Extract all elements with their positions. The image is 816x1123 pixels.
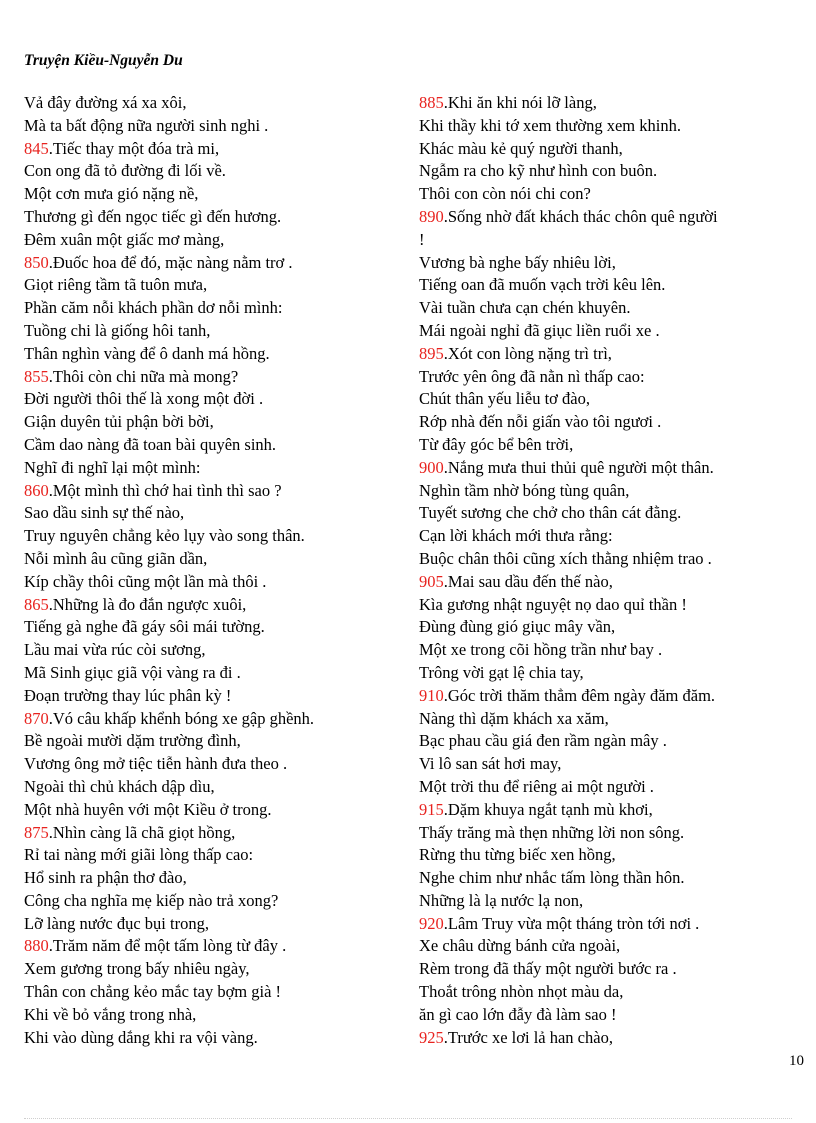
line-text: Lỡ làng nước đục bụi trong, <box>24 913 209 933</box>
line-number: 915 <box>419 799 444 819</box>
poem-line <box>24 183 404 206</box>
line-text: ăn gì cao lớn đẫy đà làm sao ! <box>419 1004 617 1024</box>
poem-line <box>419 776 794 799</box>
line-text: Mà ta bất động nữa người sinh nghi . <box>24 115 269 135</box>
poem-line <box>419 639 794 662</box>
line-text: .Tiếc thay một đóa trà mi, <box>48 138 220 158</box>
line-text: Một xe trong cõi hồng trần như bay . <box>419 640 663 660</box>
poem-line <box>24 343 404 366</box>
poem-line <box>419 183 794 206</box>
line-text: .Nhìn càng lã chã giọt hồng, <box>48 822 236 842</box>
line-number: 900 <box>419 457 444 477</box>
poem-line <box>24 890 404 913</box>
poem-line <box>24 525 404 548</box>
poem-line <box>419 685 794 708</box>
poem-line <box>24 206 404 229</box>
poem-line <box>24 274 404 297</box>
line-text: ! <box>419 229 425 249</box>
poem-line <box>24 1027 404 1050</box>
line-number: 905 <box>419 571 444 591</box>
poem-line <box>419 434 794 457</box>
line-text: Kíp chầy thôi cũng một lần mà thôi . <box>24 571 267 591</box>
poem-line <box>24 502 404 525</box>
poem-line <box>419 274 794 297</box>
poem-line <box>419 822 794 845</box>
poem-line <box>419 297 794 320</box>
poem-line <box>419 890 794 913</box>
poem-line <box>419 411 794 434</box>
line-text: Nỗi mình âu cũng giãn dần, <box>24 548 208 568</box>
poem-line <box>24 92 404 115</box>
line-text: Khi thầy khi tớ xem thường xem khinh. <box>419 115 681 135</box>
poem-line <box>24 457 404 480</box>
poem-line <box>24 115 404 138</box>
line-text: Nghìn tầm nhờ bóng tùng quân, <box>419 480 630 500</box>
line-text: Trông vời gạt lệ chia tay, <box>419 662 584 682</box>
poem-line <box>419 252 794 275</box>
poem-line <box>24 639 404 662</box>
line-text: Nghe chim như nhắc tấm lòng thần hôn. <box>419 868 685 888</box>
poem-line <box>24 708 404 731</box>
poem-line <box>419 480 794 503</box>
poem-line <box>24 616 404 639</box>
poem-line <box>24 1004 404 1027</box>
poem-line <box>24 548 404 571</box>
line-text: Giận duyên tủi phận bời bời, <box>24 412 214 432</box>
poem-line <box>24 480 404 503</box>
line-text: .Khi ăn khi nói lỡ làng, <box>443 93 597 112</box>
line-text: Ngoài thì chủ khách dập dìu, <box>24 776 215 796</box>
poem-line <box>24 320 404 343</box>
line-text: Thương gì đến ngọc tiếc gì đến hương. <box>24 206 282 226</box>
line-text: Thoắt trông nhòn nhọt màu da, <box>419 982 624 1002</box>
line-number: 890 <box>419 206 444 226</box>
poem-line <box>419 616 794 639</box>
poem-line <box>419 753 794 776</box>
line-text: Xe châu dừng bánh cửa ngoài, <box>419 936 621 956</box>
line-text: .Sống nhờ đất khách thác chôn quê người <box>443 206 718 226</box>
poem-line <box>419 981 794 1004</box>
line-text: Vài tuần chưa cạn chén khuyên. <box>419 298 631 318</box>
line-text: Rỉ tai nàng mới giãi lòng thấp cao: <box>24 845 254 865</box>
poem-line <box>24 411 404 434</box>
line-text: Vương ông mở tiệc tiễn hành đưa theo . <box>24 754 288 774</box>
line-text: .Trước xe lơi lả han chào, <box>443 1027 613 1047</box>
line-text: Một cơn mưa gió nặng nề, <box>24 184 199 204</box>
poem-line <box>24 594 404 617</box>
line-text: Bạc phau cầu giá đen rầm ngàn mây . <box>419 731 667 751</box>
line-text: .Xót con lòng nặng trì trì, <box>443 343 612 363</box>
poem-column-left <box>24 92 404 1049</box>
line-text: Khi về bỏ vắng trong nhà, <box>24 1004 197 1024</box>
line-text: Mã Sinh giục giã vội vàng ra đi . <box>24 662 241 682</box>
line-text: Trước yên ông đã nằn nì thấp cao: <box>419 366 645 386</box>
line-text: Rớp nhà đến nỗi giấn vào tôi ngươi . <box>419 412 662 432</box>
line-number: 920 <box>419 913 444 933</box>
poem-line <box>419 343 794 366</box>
line-text: Từ đây góc bể bên trời, <box>419 434 574 454</box>
poem-line <box>419 1004 794 1027</box>
line-text: Một trời thu để riêng ai một người . <box>419 776 654 796</box>
line-text: .Dặm khuya ngắt tạnh mù khơi, <box>443 799 653 819</box>
line-text: Một nhà huyên với một Kiều ở trong. <box>24 799 272 819</box>
document-header: Truyện Kiều-Nguyễn Du <box>24 52 183 69</box>
line-number: 925 <box>419 1027 444 1047</box>
poem-column-right <box>419 92 794 1049</box>
poem-line <box>24 388 404 411</box>
line-number: 855 <box>24 366 49 386</box>
poem-line <box>24 776 404 799</box>
poem-line <box>419 115 794 138</box>
poem-line <box>24 297 404 320</box>
line-text: Kìa gương nhật nguyệt nọ dao quỉ thần ! <box>419 594 687 614</box>
line-text: .Lâm Truy vừa một tháng tròn tới nơi . <box>443 913 700 933</box>
poem-line <box>24 252 404 275</box>
poem-line <box>24 958 404 981</box>
poem-line <box>24 138 404 161</box>
line-text: Buộc chân thôi cũng xích thằng nhiệm trao . <box>419 548 712 568</box>
line-text: Mái ngoài nghỉ đã giục liền ruổi xe . <box>419 320 660 340</box>
line-text: .Góc trời thăm thẳm đêm ngày đăm đăm. <box>443 685 716 705</box>
line-text: Thân con chẳng kẻo mắc tay bợm già ! <box>24 982 282 1002</box>
poem-line <box>419 662 794 685</box>
line-text: Khi vào dùng dắng khi ra vội vàng. <box>24 1027 258 1047</box>
line-text: Thôi con còn nói chi con? <box>419 184 591 204</box>
poem-line <box>24 844 404 867</box>
line-number: 865 <box>24 594 49 614</box>
poem-line <box>419 366 794 389</box>
line-text: Đêm xuân một giấc mơ màng, <box>24 229 225 249</box>
line-text: Vả đây đường xá xa xôi, <box>24 93 187 112</box>
poem-line <box>419 92 794 115</box>
poem-line <box>419 913 794 936</box>
line-text: Khác màu kẻ quý người thanh, <box>419 138 623 158</box>
line-text: Rèm trong đã thấy một người bước ra . <box>419 959 677 979</box>
line-text: Thân nghìn vàng để ô danh má hồng. <box>24 343 270 363</box>
poem-line <box>419 160 794 183</box>
poem-line <box>419 457 794 480</box>
line-text: .Trăm năm để một tấm lòng từ đây . <box>48 936 287 956</box>
poem-line <box>24 935 404 958</box>
poem-line <box>24 981 404 1004</box>
poem-line <box>419 730 794 753</box>
poem-line <box>419 958 794 981</box>
poem-line <box>24 662 404 685</box>
poem-line <box>419 229 794 252</box>
poem-line <box>419 571 794 594</box>
poem-line <box>24 366 404 389</box>
line-text: .Đuốc hoa để đó, mặc nàng nằm trơ . <box>48 252 293 272</box>
poem-line <box>24 913 404 936</box>
poem-line <box>419 935 794 958</box>
poem-line <box>419 867 794 890</box>
poem-line <box>24 434 404 457</box>
line-text: Cầm dao nàng đã toan bài quyên sinh. <box>24 434 277 454</box>
line-text: Phần căm nỗi khách phần dơ nỗi mình: <box>24 298 283 318</box>
poem-line <box>419 548 794 571</box>
line-text: Tuyết sương che chở cho thân cát đằng. <box>419 503 682 523</box>
poem-line <box>24 685 404 708</box>
poem-line <box>24 229 404 252</box>
poem-line <box>24 822 404 845</box>
line-text: Vi lô san sát hơi may, <box>419 754 562 774</box>
poem-line <box>419 1027 794 1050</box>
poem-line <box>419 844 794 867</box>
line-text: Thấy trăng mà thẹn những lời non sông. <box>419 822 685 842</box>
line-text: Cạn lời khách mới thưa rằng: <box>419 526 613 546</box>
line-text: Giọt riêng tầm tã tuôn mưa, <box>24 275 208 295</box>
line-text: Bề ngoài mười dặm trường đình, <box>24 731 241 751</box>
poem-line <box>419 594 794 617</box>
line-text: .Những là đo đắn ngược xuôi, <box>48 594 247 614</box>
line-number: 860 <box>24 480 49 500</box>
line-text: Tuồng chi là giống hôi tanh, <box>24 320 211 340</box>
line-text: Truy nguyên chẳng kẻo lụy vào song thân. <box>24 526 305 546</box>
line-text: Sao dầu sinh sự thế nào, <box>24 503 185 523</box>
poem-line <box>419 206 794 229</box>
line-text: Xem gương trong bấy nhiêu ngày, <box>24 959 250 979</box>
poem-line <box>419 138 794 161</box>
poem-line <box>24 160 404 183</box>
poem-line <box>419 708 794 731</box>
line-text: Chút thân yếu liễu tơ đào, <box>419 389 590 409</box>
line-text: Tiếng oan đã muốn vạch trời kêu lên. <box>419 275 666 295</box>
poem-line <box>24 867 404 890</box>
line-text: Những là lạ nước lạ non, <box>419 890 584 910</box>
line-text: .Mai sau dầu đến thế nào, <box>443 571 613 591</box>
line-number: 880 <box>24 936 49 956</box>
poem-line <box>419 388 794 411</box>
line-text: .Thôi còn chi nữa mà mong? <box>48 366 239 386</box>
line-text: Công cha nghĩa mẹ kiếp nào trả xong? <box>24 890 279 910</box>
poem-line <box>24 571 404 594</box>
line-text: Tiếng gà nghe đã gáy sôi mái tường. <box>24 617 265 637</box>
line-number: 870 <box>24 708 49 728</box>
line-number: 895 <box>419 343 444 363</box>
line-text: Nghĩ đi nghĩ lại một mình: <box>24 457 201 477</box>
line-text: Rừng thu từng biếc xen hồng, <box>419 845 616 865</box>
line-text: Hổ sinh ra phận thơ đào, <box>24 868 187 888</box>
poem-line <box>24 730 404 753</box>
line-number: 875 <box>24 822 49 842</box>
line-text: Đùng đùng gió giục mây vần, <box>419 617 616 637</box>
line-text: Vương bà nghe bấy nhiêu lời, <box>419 252 616 272</box>
line-number: 845 <box>24 138 49 158</box>
line-number: 885 <box>419 93 444 112</box>
line-text: .Nắng mưa thui thủi quê người một thân. <box>443 457 714 477</box>
line-text: Nàng thì dặm khách xa xăm, <box>419 708 609 728</box>
line-text: Đời người thôi thế là xong một đời . <box>24 389 264 409</box>
line-text: Con ong đã tỏ đường đi lối về. <box>24 161 226 181</box>
line-text: .Vó câu khấp khểnh bóng xe gập ghềnh. <box>48 708 315 728</box>
poem-line <box>419 502 794 525</box>
poem-line <box>419 525 794 548</box>
poem-line <box>419 320 794 343</box>
page-number: 10 <box>789 1053 804 1069</box>
poem-line <box>24 799 404 822</box>
poem-line <box>419 799 794 822</box>
line-number: 850 <box>24 252 49 272</box>
line-number: 910 <box>419 685 444 705</box>
poem-line <box>24 753 404 776</box>
line-text: Ngẫm ra cho kỹ như hình con buôn. <box>419 161 658 181</box>
line-text: .Một mình thì chớ hai tình thì sao ? <box>48 480 282 500</box>
line-text: Lầu mai vừa rúc còi sương, <box>24 640 206 660</box>
line-text: Đoạn trường thay lúc phân kỳ ! <box>24 685 232 705</box>
footer-divider <box>24 1118 792 1119</box>
